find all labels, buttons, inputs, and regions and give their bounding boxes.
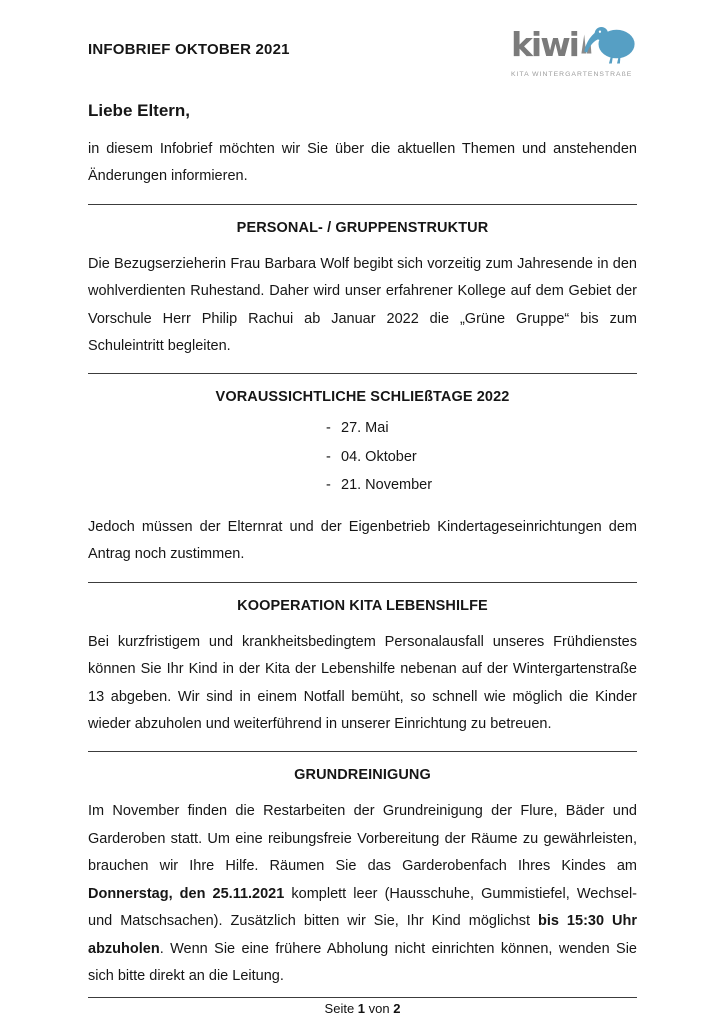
section-heading-kooperation: KOOPERATION KITA LEBENSHILFE [237,597,488,614]
section-divider [88,373,637,374]
list-dash: - [326,476,331,493]
list-item [326,414,637,442]
personal-paragraph: Die Bezugserzieherin Frau Barbara Wolf begibt sich vorzeitig zum Jahresende in den wohlverdienten Ruhestand. Daher wird unser erfahrener Kollege auf dem Gebiet der Vorschule Herr Philip Rachui ab Januar 2022 die „Grüne Gruppe“ bis zum Schuleintritt begleiten. [88,255,637,355]
kiwi-logo [510,25,637,78]
kiwi-bird-icon [579,26,637,69]
intro-paragraph: in diesem Infobrief möchten wir Sie über die aktuellen Themen und anstehenden Änderungen informieren. [88,141,637,185]
kooperation-paragraph: Bei kurzfristigem und krankheitsbedingtem Personalausfall unseres Frühdienstes können Sie Ihr Kind in der Kita der Lebenshilfe nebenan auf der Wintergartenstraße 13 abgeben. Wir sind in einem Notfall bemüht, so schnell wie möglich die Kinder wieder abzuholen und weiterführend in unserer Einrichtung zu betreuen. [88,633,637,733]
list-item [326,443,637,471]
list-dash: - [326,420,331,437]
section-divider [88,582,637,583]
closure-date: 27. Mai [341,420,389,437]
section-heading-schliesstage: VORAUSSICHTLICHE SCHLIEßTAGE 2022 [215,389,510,406]
page-number: Seite 1 von 2 [324,1001,401,1017]
section-heading-personal-gruppenstruktur: PERSONAL- / GRUPPENSTRUKTUR [236,219,489,236]
page-footer [88,997,637,1016]
list-item [326,471,637,499]
closure-dates-list [326,414,637,499]
doc-title: INFOBRIEF OKTOBER 2021 [88,41,290,58]
list-dash: - [326,448,331,465]
logo-row [510,25,637,69]
section-divider [88,204,637,205]
salutation: Liebe Eltern, [88,101,191,120]
grundreinigung-paragraph: Im November finden die Restarbeiten der Grundreinigung der Flure, Bäder und Garderoben statt. Um eine reibungsfreie Vorbereitung der Räume zu gewährleisten, brauchen wir Ihre Hilfe. Räumen Sie das Garderobenfach Ihres Kindes am Donnerstag, den 25.11.2021 komplett leer (Hausschuhe, Gummistiefel, Wechsel- und Matschsachen). Zusätzlich bitten wir Sie, Ihr Kind möglichst bis 15:30 Uhr abzuholen. Wenn Sie eine frühere Abholung nicht einrichten können, wenden Sie sich bitte direkt an die Leitung. [88,803,637,984]
section-divider [88,751,637,752]
logo-subtitle: KITA WINTERGARTENSTRAßE [510,71,633,78]
closure-date: 04. Oktober [341,448,417,465]
schliesstage-paragraph: Jedoch müssen der Elternrat und der Eigenbetrieb Kindertageseinrichtungen dem Antrag noch zustimmen. [88,519,637,563]
section-heading-grundreinigung: GRUNDREINIGUNG [294,767,431,784]
closure-date: 21. November [341,476,433,493]
logo-wordmark: kiwi [510,25,578,64]
document-header [88,25,637,78]
